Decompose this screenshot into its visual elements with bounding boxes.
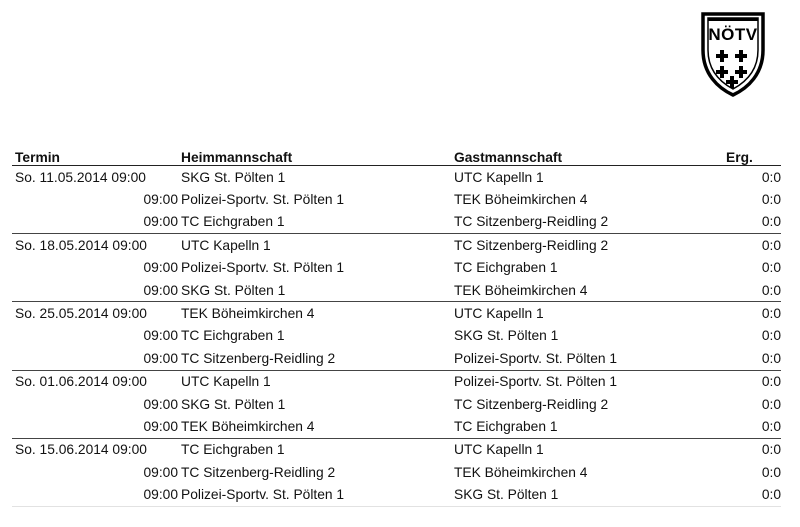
cell-result: 0:0	[761, 350, 781, 366]
cell-home-team: TEK Böheimkirchen 4	[181, 306, 315, 322]
cell-guest-team: TC Eichgraben 1	[454, 260, 558, 276]
header-termin: Termin	[15, 150, 60, 165]
cell-home-team: SKG St. Pölten 1	[181, 282, 286, 298]
table-row	[12, 325, 781, 347]
header-guest-team: Gastmannschaft	[454, 150, 563, 165]
cell-termin: 09:00	[143, 487, 178, 503]
cell-result: 0:0	[761, 169, 781, 185]
cell-home-team: SKG St. Pölten 1	[181, 169, 286, 185]
header-result: Erg.	[726, 150, 753, 165]
cell-termin: 09:00	[143, 214, 178, 230]
table-row	[12, 347, 781, 370]
cell-result: 0:0	[761, 374, 781, 390]
header-home-team: Heimmannschaft	[181, 150, 293, 165]
table-row	[12, 302, 781, 325]
cell-guest-team: TC Sitzenberg-Reidling 2	[454, 214, 609, 230]
cell-home-team: Polizei-Sportv. St. Pölten 1	[181, 487, 345, 503]
cell-result: 0:0	[761, 192, 781, 208]
cell-termin: 09:00	[143, 350, 178, 366]
cell-guest-team: TEK Böheimkirchen 4	[454, 192, 588, 208]
cell-termin: 09:00	[143, 418, 178, 434]
table-row	[12, 234, 781, 257]
cell-termin: 09:00	[143, 282, 178, 298]
cell-guest-team: TEK Böheimkirchen 4	[454, 282, 588, 298]
cell-home-team: TC Eichgraben 1	[181, 214, 285, 230]
cell-termin: 09:00	[143, 396, 178, 412]
cell-home-team: Polizei-Sportv. St. Pölten 1	[181, 192, 345, 208]
cell-result: 0:0	[761, 464, 781, 480]
table-row	[12, 257, 781, 279]
cell-guest-team: SKG St. Pölten 1	[454, 328, 559, 344]
cell-guest-team: Polizei-Sportv. St. Pölten 1	[454, 350, 618, 366]
cell-termin: 09:00	[143, 328, 178, 344]
cell-home-team: TC Eichgraben 1	[181, 328, 285, 344]
cell-home-team: UTC Kapelln 1	[181, 237, 271, 253]
schedule-table	[12, 146, 781, 507]
cell-termin: So. 01.06.2014 09:00	[15, 374, 147, 390]
cell-result: 0:0	[761, 328, 781, 344]
table-row	[12, 393, 781, 415]
cell-guest-team: SKG St. Pölten 1	[454, 487, 559, 503]
cell-result: 0:0	[761, 214, 781, 230]
table-header-row	[12, 146, 781, 166]
table-row	[12, 211, 781, 234]
table-row	[12, 438, 781, 461]
cell-result: 0:0	[761, 396, 781, 412]
noetv-logo	[700, 10, 766, 98]
table-row	[12, 166, 781, 189]
cell-termin: 09:00	[143, 464, 178, 480]
cell-result: 0:0	[761, 282, 781, 298]
cell-guest-team: TC Eichgraben 1	[454, 418, 558, 434]
table-row	[12, 415, 781, 438]
cell-home-team: TC Sitzenberg-Reidling 2	[181, 350, 336, 366]
cell-termin: So. 18.05.2014 09:00	[15, 237, 147, 253]
table-row	[12, 370, 781, 393]
table-row	[12, 279, 781, 302]
cell-result: 0:0	[761, 442, 781, 458]
cell-guest-team: TC Sitzenberg-Reidling 2	[454, 237, 609, 253]
cell-result: 0:0	[761, 487, 781, 503]
cell-termin: So. 25.05.2014 09:00	[15, 306, 147, 322]
cell-termin: 09:00	[143, 192, 178, 208]
cell-guest-team: UTC Kapelln 1	[454, 306, 544, 322]
cell-guest-team: UTC Kapelln 1	[454, 442, 544, 458]
cell-home-team: TEK Böheimkirchen 4	[181, 418, 315, 434]
table-row	[12, 461, 781, 483]
cell-termin: So. 15.06.2014 09:00	[15, 442, 147, 458]
cell-guest-team: TEK Böheimkirchen 4	[454, 464, 588, 480]
cell-result: 0:0	[761, 237, 781, 253]
cell-result: 0:0	[761, 260, 781, 276]
table-row	[12, 188, 781, 210]
cell-termin: So. 11.05.2014 09:00	[15, 169, 146, 185]
cell-termin: 09:00	[143, 260, 178, 276]
cell-home-team: Polizei-Sportv. St. Pölten 1	[181, 260, 345, 276]
cell-home-team: TC Eichgraben 1	[181, 442, 285, 458]
cell-result: 0:0	[761, 306, 781, 322]
cell-home-team: UTC Kapelln 1	[181, 374, 271, 390]
cell-home-team: TC Sitzenberg-Reidling 2	[181, 464, 336, 480]
logo-text: NÖTV	[708, 25, 758, 44]
cell-guest-team: TC Sitzenberg-Reidling 2	[454, 396, 609, 412]
cell-home-team: SKG St. Pölten 1	[181, 396, 286, 412]
cell-guest-team: Polizei-Sportv. St. Pölten 1	[454, 374, 618, 390]
cell-result: 0:0	[761, 418, 781, 434]
cell-guest-team: UTC Kapelln 1	[454, 169, 544, 185]
table-row	[12, 483, 781, 506]
